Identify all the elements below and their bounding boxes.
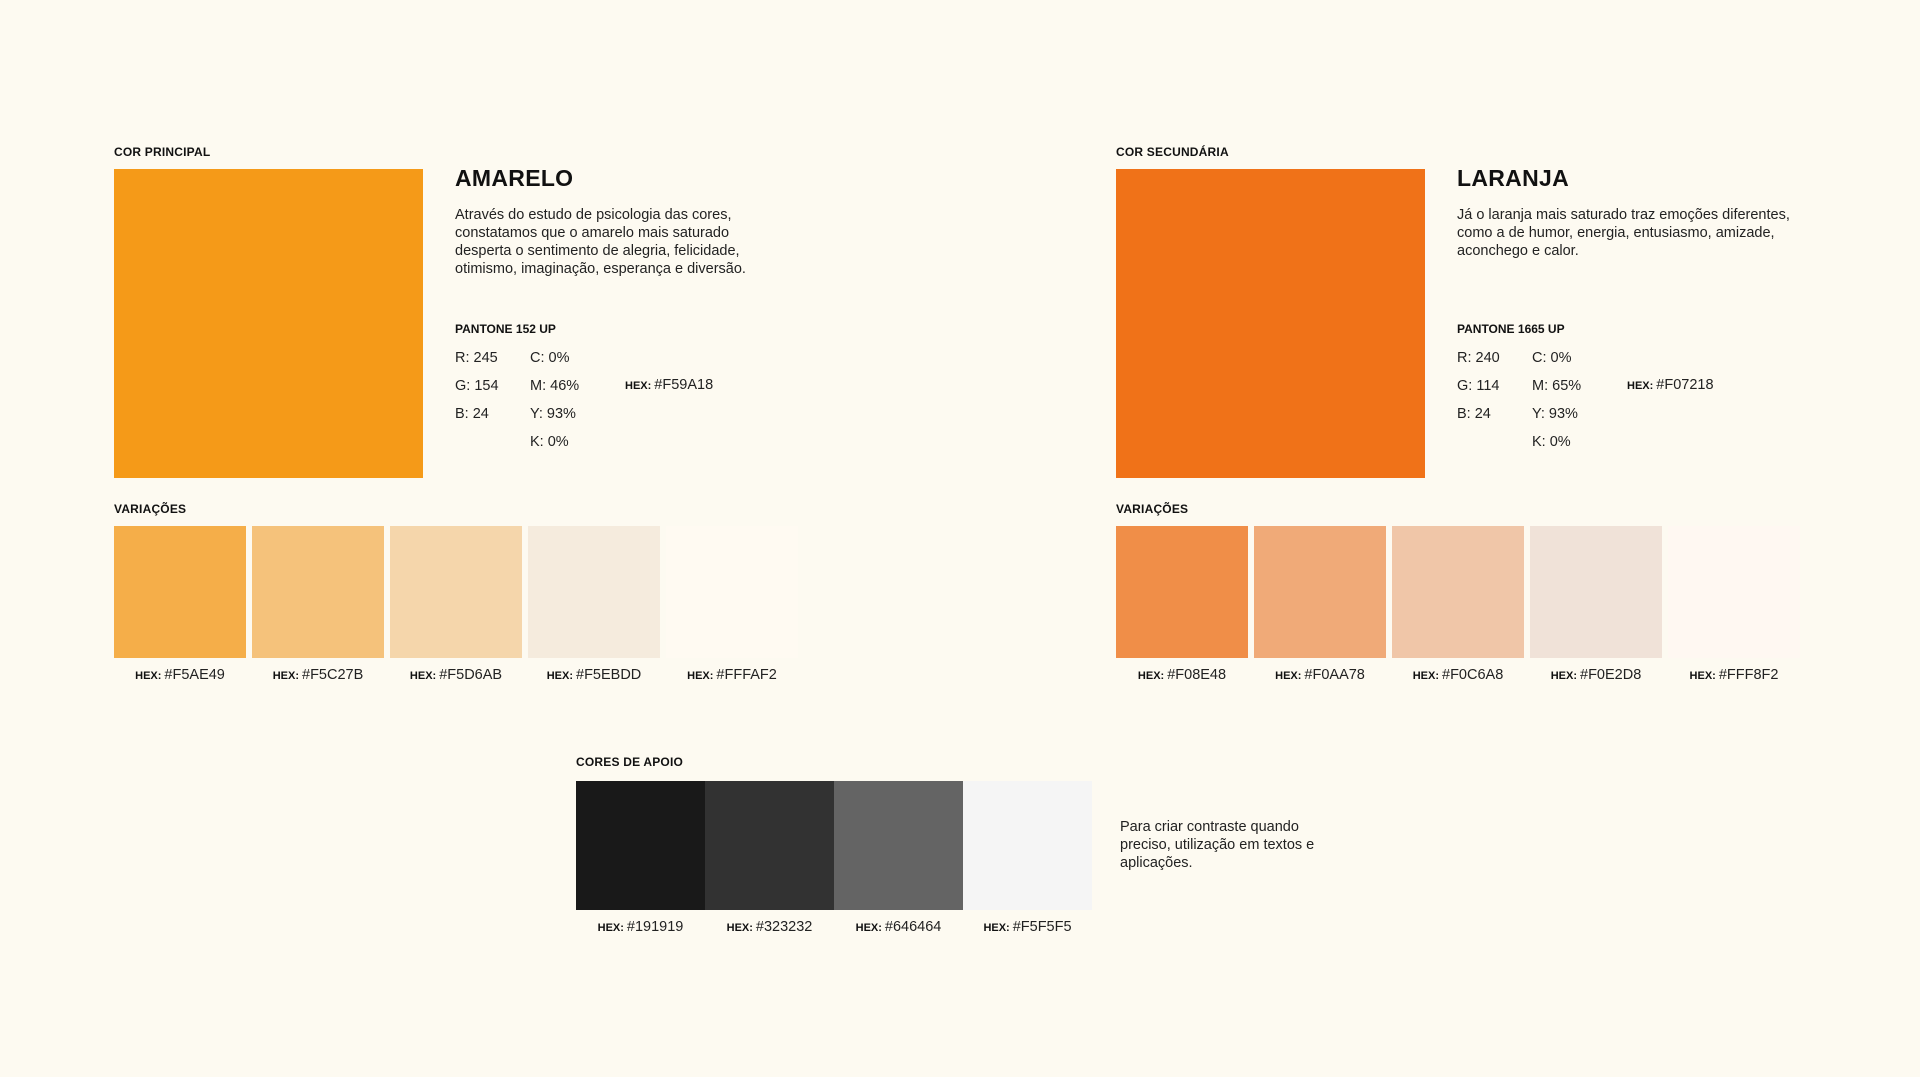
primary-hex-label: HEX:	[625, 380, 652, 392]
primary-cmyk-m: M: 46%	[530, 378, 580, 394]
primary-variation-hex-label: HEX:	[135, 670, 162, 682]
secondary-hex-value: #F07218	[1656, 377, 1714, 393]
secondary-rgb-r: R: 240	[1457, 350, 1500, 366]
secondary-variation-hex-label: HEX:	[1275, 670, 1302, 682]
secondary-variation-hex	[1116, 667, 1248, 683]
secondary-variation-hex	[1392, 667, 1524, 683]
primary-variation-hex-value: #F5AE49	[164, 667, 225, 683]
primary-variation-swatch	[666, 526, 798, 658]
primary-variation-swatch	[114, 526, 246, 658]
secondary-description-line: como a de humor, energia, entusiasmo, amizade,	[1457, 225, 1775, 241]
support-description-line: preciso, utilização em textos e	[1120, 837, 1315, 853]
secondary-cmyk-k: K: 0%	[1532, 434, 1571, 450]
primary-variation-hex-value: #FFFAF2	[716, 667, 777, 683]
primary-variations-label: VARIAÇÕES	[114, 502, 187, 516]
secondary-variation-hex-label: HEX:	[1137, 670, 1165, 682]
primary-hex-value: #F59A18	[654, 377, 714, 393]
secondary-variation-hex	[1254, 667, 1386, 683]
secondary-cmyk-c: C: 0%	[1532, 350, 1572, 366]
secondary-description	[1457, 206, 1857, 260]
secondary-variation-hex-value: #F0AA78	[1304, 667, 1365, 683]
primary-variation-hex	[666, 667, 798, 683]
support-color-hex-label: HEX:	[597, 922, 624, 934]
primary-rgb-b: B: 24	[455, 406, 489, 422]
support-color-hex	[963, 919, 1092, 935]
secondary-variation-swatch	[1668, 526, 1800, 658]
primary-rgb	[455, 344, 499, 428]
primary-variation-hex-value: #F5D6AB	[439, 667, 503, 683]
secondary-variation-hex-value: #F08E48	[1167, 667, 1227, 683]
secondary-pantone: PANTONE 1665 UP	[1457, 322, 1565, 336]
support-section-label: CORES DE APOIO	[576, 755, 684, 769]
support-color-hex-value: #F5F5F5	[1012, 919, 1072, 935]
support-color-swatch	[705, 781, 834, 910]
secondary-variation-hex	[1668, 667, 1800, 683]
support-color-hex-label: HEX:	[983, 922, 1010, 934]
primary-variation-hex	[390, 667, 522, 683]
secondary-section-label: COR SECUNDÁRIA	[1116, 145, 1229, 159]
secondary-variation-hex-label: HEX:	[1412, 670, 1439, 682]
primary-rgb-r: R: 245	[455, 350, 498, 366]
primary-cmyk-c: C: 0%	[530, 350, 570, 366]
primary-variation-hex	[114, 667, 246, 683]
secondary-hex-label: HEX:	[1627, 380, 1654, 392]
secondary-variation-swatch	[1254, 526, 1386, 658]
support-description	[1120, 818, 1380, 872]
secondary-variation-swatch	[1530, 526, 1662, 658]
primary-variation-hex-value: #F5C27B	[302, 667, 364, 683]
support-color-swatch	[576, 781, 705, 910]
secondary-variation-hex-value: #F0C6A8	[1442, 667, 1504, 683]
support-color-hex-value: #323232	[755, 919, 813, 935]
secondary-variation-hex-label: HEX:	[1689, 670, 1716, 682]
primary-color-name: AMARELO	[455, 165, 574, 191]
support-color-swatch	[963, 781, 1092, 910]
secondary-description-line: Já o laranja mais saturado traz emoções diferentes,	[1457, 207, 1790, 223]
support-color-hex	[834, 919, 963, 935]
support-color-hex	[576, 919, 705, 935]
support-color-hex-value: #646464	[884, 919, 942, 935]
secondary-main-swatch	[1116, 169, 1425, 478]
primary-variation-swatch	[252, 526, 384, 658]
primary-main-swatch	[114, 169, 423, 478]
primary-cmyk	[530, 344, 579, 456]
primary-variation-hex-label: HEX:	[272, 670, 299, 682]
secondary-variation-swatch	[1392, 526, 1524, 658]
secondary-variation-hex	[1530, 667, 1662, 683]
secondary-color-name: LARANJA	[1457, 165, 1569, 191]
secondary-variation-swatch	[1116, 526, 1248, 658]
secondary-cmyk	[1532, 344, 1581, 456]
primary-variation-hex-label: HEX:	[546, 670, 573, 682]
primary-variation-swatch	[390, 526, 522, 658]
support-color-hex-label: HEX:	[726, 922, 753, 934]
secondary-cmyk-y: Y: 93%	[1532, 406, 1578, 422]
secondary-variation-hex-label: HEX:	[1550, 670, 1577, 682]
primary-variation-swatch	[528, 526, 660, 658]
primary-variation-hex	[252, 667, 384, 683]
secondary-description-line: aconchego e calor.	[1457, 243, 1579, 259]
primary-rgb-g: G: 154	[455, 378, 499, 394]
support-color-swatch	[834, 781, 963, 910]
secondary-rgb	[1457, 344, 1500, 428]
secondary-variation-hex-value: #FFF8F2	[1718, 667, 1779, 683]
support-description-line: Para criar contraste quando	[1120, 819, 1299, 835]
primary-variation-hex-value: #F5EBDD	[576, 667, 642, 683]
secondary-variations-label: VARIAÇÕES	[1116, 502, 1189, 516]
primary-cmyk-y: Y: 93%	[530, 406, 576, 422]
secondary-variation-hex-value: #F0E2D8	[1580, 667, 1642, 683]
primary-variation-hex-label: HEX:	[687, 670, 714, 682]
primary-cmyk-k: K: 0%	[530, 434, 569, 450]
primary-description	[455, 206, 795, 278]
secondary-cmyk-m: M: 65%	[1532, 378, 1582, 394]
primary-pantone: PANTONE 152 UP	[455, 322, 556, 336]
secondary-rgb-g: G: 114	[1457, 378, 1500, 394]
primary-description-line: desperta o sentimento de alegria, felicidade,	[455, 243, 740, 259]
primary-description-line: Através do estudo de psicologia das cores,	[455, 207, 732, 223]
secondary-hex	[1627, 377, 1714, 393]
support-color-hex-value: #191919	[626, 919, 684, 935]
support-color-hex-label: HEX:	[855, 922, 882, 934]
secondary-rgb-b: B: 24	[1457, 406, 1491, 422]
primary-variation-hex-label: HEX:	[409, 670, 437, 682]
primary-variation-hex	[528, 667, 660, 683]
primary-hex	[625, 377, 713, 393]
primary-description-line: otimismo, imaginação, esperança e diversão.	[455, 261, 746, 277]
primary-description-line: constatamos que o amarelo mais saturado	[455, 225, 730, 241]
support-color-hex	[705, 919, 834, 935]
primary-section-label: COR PRINCIPAL	[114, 145, 211, 159]
support-description-line: aplicações.	[1120, 855, 1193, 871]
